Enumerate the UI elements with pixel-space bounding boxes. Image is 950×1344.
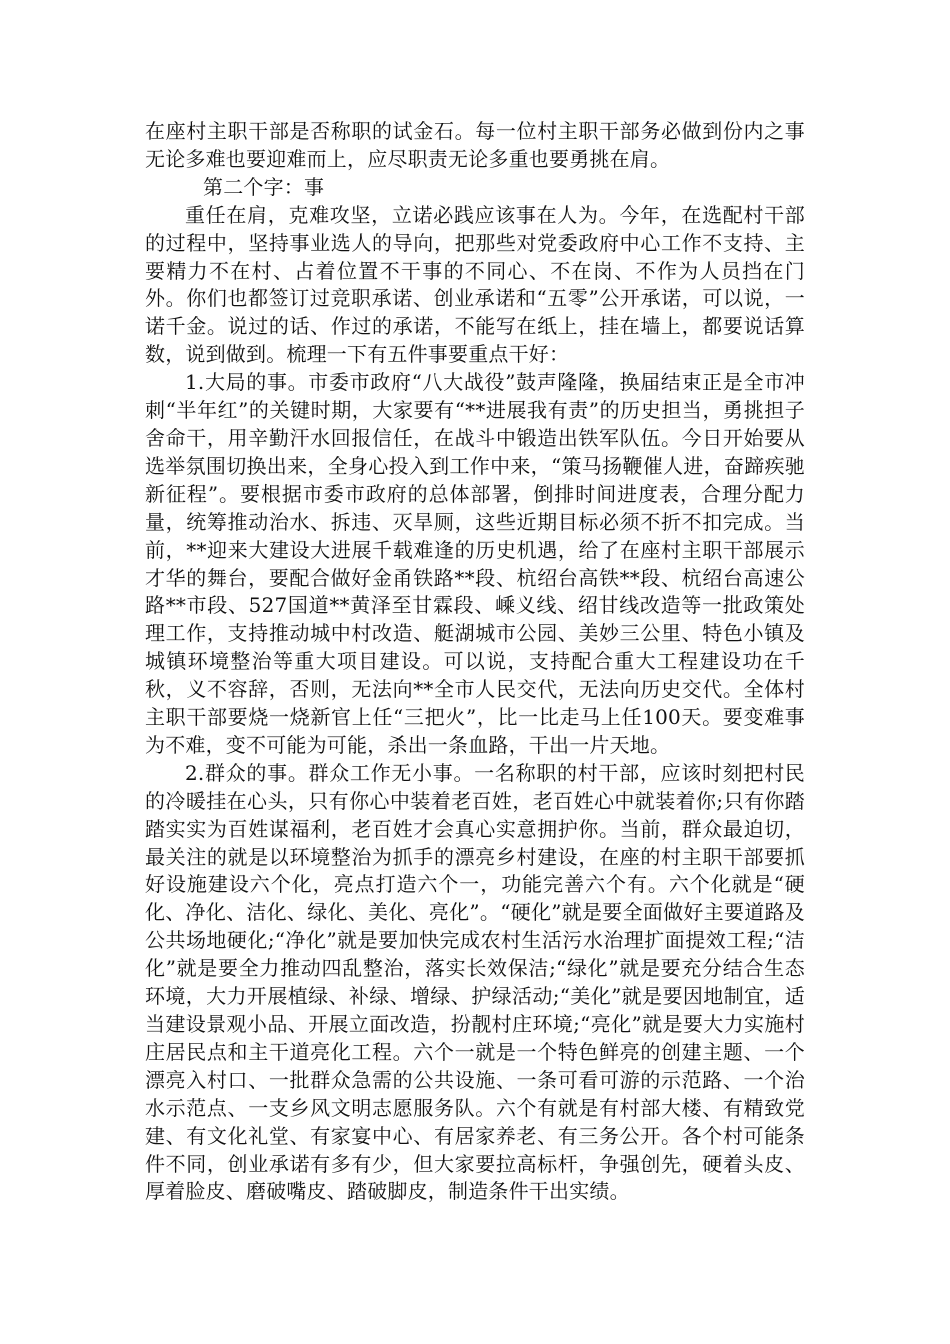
paragraph-intro: 重任在肩，克难攻坚，立诺必践应该事在人为。今年，在选配村干部的过程中，坚持事业选人的导向，把那些对党委政府中心工作不支持、主要精力不在村、占着位置不干事的不同心、不在岗、不作为人员挡在门外。你们也都签订过竞职承诺、创业承诺和“五零”公开承诺，可以说，一诺千金。说过的话、作过的承诺，不能写在纸上，挂在墙上，都要说话算数，说到做到。梳理一下有五件事要重点干好： bbox=[145, 202, 805, 367]
section-heading: 第二个字：事 bbox=[203, 174, 325, 199]
paragraph-continuation: 在座村主职干部是否称职的试金石。每一位村主职干部务必做到份内之事无论多难也要迎难而上，应尽职责无论多重也要勇挑在肩。 bbox=[145, 119, 805, 171]
paragraph-item-2: 2.群众的事。群众工作无小事。一名称职的村干部，应该时刻把村民的冷暖挂在心头，只有你心中装着老百姓，老百姓心中就装着你;只有你踏踏实实为百姓谋福利，老百姓才会真心实意拥护你。当前，群众最迫切，最关注的就是以环境整治为抓手的漂亮乡村建设，在座的村主职干部要抓好设施建设六个化，亮点打造六个一，功能完善六个有。六个化就是“硬化、净化、洁化、绿化、美化、亮化”。“硬化”就是要全面做好主要道路及公共场地硬化;“净化”就是要加快完成农村生活污水治理扩面提效工程;“洁化”就是要全力推动四乱整治，落实长效保洁;“绿化”就是要充分结合生态环境，大力开展植绿、补绿、增绿、护绿活动;“美化”就是要因地制宜，适当建设景观小品、开展立面改造，扮靓村庄环境;“亮化”就是要大力实施村庄居民点和主干道亮化工程。六个一就是一个特色鲜亮的创建主题、一个漂亮入村口、一批群众急需的公共设施、一条可看可游的示范路、一个治水示范点、一支乡风文明志愿服务队。六个有就是有村部大楼、有精致党建、有文化礼堂、有家宴中心、有居家养老、有三务公开。各个村可能条件不同，创业承诺有多有少，但大家要拉高标杆，争强创先，硬着头皮、厚着脸皮、磨破嘴皮、踏破脚皮，制造条件干出实绩。 bbox=[145, 760, 805, 1204]
paragraph-item-1: 1.大局的事。市委市政府“八大战役”鼓声隆隆，换届结束正是全市冲刺“半年红”的关键时期，大家要有“**进展我有责”的历史担当，勇挑担子舍命干，用辛勤汗水回报信任，在战斗中锻造出铁军队伍。今日开始要从选举氛围切换出来，全身心投入到工作中来，“策马扬鞭催人进，奋蹄疾驰新征程”。要根据市委市政府的总体部署，倒排时间进度表，合理分配力量，统筹推动治水、拆违、灭旱厕，这些近期目标必须不折不扣完成。当前，**迎来大建设大进展千载难逢的历史机遇，给了在座村主职干部展示才华的舞台，要配合做好金甬铁路**段、杭绍台高铁**段、杭绍台高速公路**市段、527国道**黄泽至甘霖段、嵊义线、绍甘线改造等一批政策处理工作，支持推动城中村改造、艇湖城市公园、美妙三公里、特色小镇及城镇环境整治等重大项目建设。可以说，支持配合重大工程建设功在千秋，义不容辞，否则，无法向**全市人民交代，无法向历史交代。全体村主职干部要烧一烧新官上任“三把火”，比一比走马上任100天。要变难事为不难，变不可能为可能，杀出一条血路，干出一片天地。 bbox=[145, 370, 805, 757]
document-body bbox=[145, 118, 805, 1206]
